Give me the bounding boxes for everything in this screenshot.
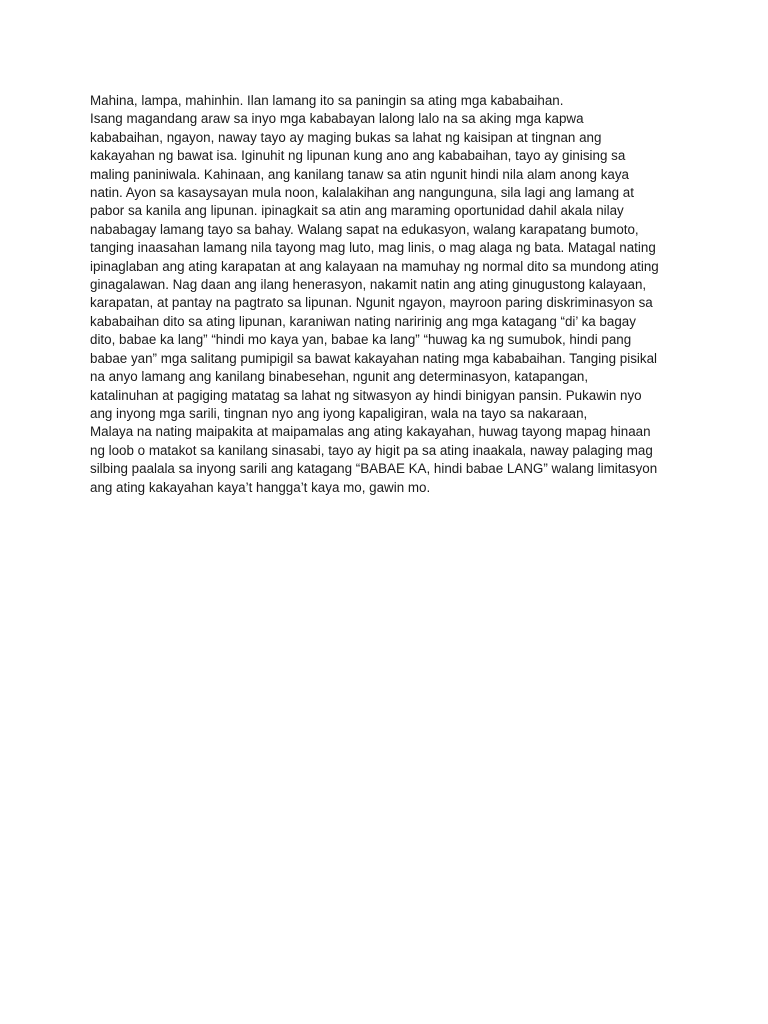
- text-line: ang inyong mga sarili, tingnan nyo ang iyong kapaligiran, wala na tayo sa nakaraan,: [90, 405, 588, 421]
- text-line: karapatan, at pantay na pagtrato sa lipunan. Ngunit ngayon, mayroon paring diskriminasyon sa: [90, 295, 653, 311]
- text-line: na anyo lamang ang kanilang binabesehan, ngunit ang determinasyon, katapangan,: [90, 369, 589, 385]
- text-line: tanging inaasahan lamang nila tayong mag luto, mag linis, o mag alaga ng bata. Matagal nating: [90, 240, 656, 256]
- text-line: kababaihan dito sa ating lipunan, karaniwan nating naririnig ang mga katagang “di’ ka bagay: [90, 313, 636, 329]
- text-line: pabor sa kanila ang lipunan. ipinagkait sa atin ang maraming oportunidad dahil akala nilay: [90, 203, 624, 219]
- text-line: maling paniniwala. Kahinaan, ang kanilang tanaw sa atin ngunit hindi nila alam anong kaya: [90, 166, 629, 182]
- text-line: silbing paalala sa inyong sarili ang katagang “BABAE KA, hindi babae LANG” walang limitasyon: [90, 461, 658, 477]
- text-line: babae yan” mga salitang pumipigil sa bawat kakayahan nating mga kababaihan. Tanging pisikal: [90, 350, 657, 366]
- text-line: ginagalawan. Nag daan ang ilang henerasyon, nakamit natin ang ating ginugustong kalayaan,: [90, 277, 647, 293]
- text-line: Mahina, lampa, mahinhin. Ilan lamang ito sa paningin sa ating mga kababaihan.: [90, 93, 564, 108]
- text-line: ng loob o matakot sa kanilang sinasabi, tayo ay higit pa sa ating inaakala, naway palaging mag: [90, 442, 653, 458]
- text-line: Isang magandang araw sa inyo mga kababayan lalong lalo na sa aking mga kapwa: [90, 111, 584, 127]
- text-line: dito, babae ka lang” “hindi mo kaya yan, babae ka lang” “huwag ka ng sumubok, hindi pang: [90, 332, 632, 348]
- text-line: kakayahan ng bawat isa. Iginuhit ng lipunan kung ano ang kababaihan, tayo ay ginising sa: [90, 148, 626, 164]
- document-body: [90, 92, 690, 497]
- text-line: ang ating kakayahan kaya’t hangga’t kaya mo, gawin mo.: [90, 479, 431, 495]
- text-line: ipinaglaban ang ating karapatan at ang kalayaan na mamuhay ng normal dito sa mundong ating: [90, 258, 659, 274]
- text-line: kababaihan, ngayon, naway tayo ay maging bukas sa lahat ng kaisipan at tingnan ang: [90, 129, 602, 145]
- text-line: katalinuhan at pagiging matatag sa lahat ng sitwasyon ay hindi binigyan pansin. Pukawin nyo: [90, 387, 642, 403]
- text-line: natin. Ayon sa kasaysayan mula noon, kalalakihan ang nangunguna, sila lagi ang lamang at: [90, 185, 634, 201]
- text-line: Malaya na nating maipakita at maipamalas ang ating kakayahan, huwag tayong mapag hinaan: [90, 424, 651, 440]
- text-line: nababagay lamang tayo sa bahay. Walang sapat na edukasyon, walang karapatang bumoto,: [90, 221, 639, 237]
